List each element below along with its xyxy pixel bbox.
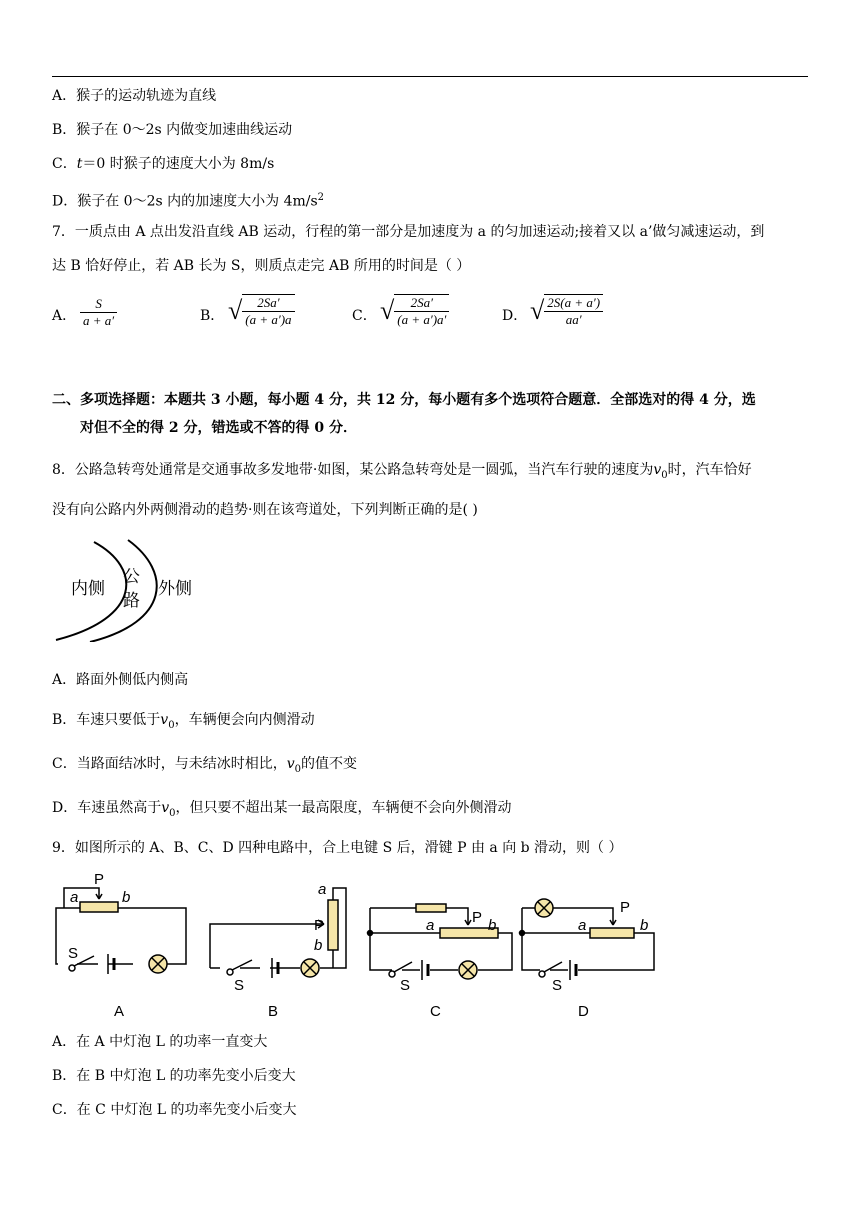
q8-option-d: D．车速虽然高于$v_0$，但只要不超出某一最高限度，车辆便不会向外侧滑动: [52, 800, 512, 819]
label-c-b: b: [488, 917, 497, 934]
q7-option-b-formula: √ $\frac{2Sa'}{(a + a')a}$: [228, 294, 295, 328]
q9-stem: 9．如图所示的 A、B、C、D 四种电路中，合上电键 S 后，滑键 P 由 a 向 b 滑动，则（ ）: [52, 840, 623, 856]
q6-option-a: A．猴子的运动轨迹为直线: [52, 88, 217, 104]
q6-option-b: B．猴子在 0～2s 内做变加速曲线运动: [52, 122, 293, 138]
label-c-s: S: [400, 977, 411, 994]
inner-side-label: 内侧: [71, 579, 105, 598]
junction-c: [368, 931, 373, 936]
label-b-b: b: [314, 937, 323, 954]
label-d-s: S: [552, 977, 563, 994]
circuit-d: [520, 899, 655, 980]
q8-option-a: A．路面外侧低内侧高: [52, 672, 189, 688]
label-c-p: P: [472, 909, 483, 926]
outer-side-label: 外侧: [158, 579, 192, 598]
q8-stem-line2: 没有向公路内外两侧滑动的趋势·则在该弯道处，下列判断正确的是( ): [52, 502, 478, 518]
label-b-p: P: [314, 917, 325, 934]
label-d-b: b: [640, 917, 649, 934]
circuit-b: [210, 888, 346, 978]
q7-stem-line2: 达 B 恰好停止，若 AB 长为 S，则质点走完 AB 所用的时间是（ ）: [52, 258, 471, 274]
rheostat-d: [590, 928, 634, 938]
label-d-p: P: [620, 899, 631, 916]
header-rule: [52, 76, 808, 77]
q9-option-a: A．在 A 中灯泡 L 的功率一直变大: [52, 1034, 268, 1050]
caption-a: A: [114, 1003, 125, 1018]
q7-option-d-label: D．: [502, 308, 528, 324]
q8-road-figure: [52, 538, 212, 642]
q6-option-d: D．猴子在 0～2s 内的加速度大小为 $4m/s^2$: [52, 192, 325, 210]
q9-circuits-figure: [50, 868, 670, 1018]
label-b-s: S: [234, 977, 245, 994]
label-a-a: a: [70, 889, 79, 906]
road-label-bottom: 路: [123, 591, 140, 610]
q7-option-d-formula: √ $\frac{2S(a + a')}{aa'}$: [530, 294, 603, 328]
rheostat-b: [328, 900, 338, 950]
q9-option-c: C．在 C 中灯泡 L 的功率先变小后变大: [52, 1102, 297, 1118]
q8-option-b: B．车速只要低于$v_0$，车辆便会向内侧滑动: [52, 712, 315, 731]
label-a-b: b: [122, 889, 131, 906]
caption-b: B: [268, 1003, 279, 1018]
q7-stem-line1: 7．一质点由 A 点出发沿直线 AB 运动，行程的第一部分是加速度为 a 的匀加速运动;接着又以 a’做匀减速运动，到: [52, 224, 765, 240]
label-d-a: a: [578, 917, 587, 934]
label-a-p: P: [94, 871, 105, 888]
label-a-s: S: [68, 945, 79, 962]
q8-stem-line1: 8．公路急转弯处通常是交通事故多发地带·如图，某公路急转弯处是一圆弧，当汽车行驶的速度为$v_0$时，汽车恰好: [52, 462, 752, 481]
rheostat-a: [80, 902, 118, 912]
label-c-a: a: [426, 917, 435, 934]
circuit-c: [368, 904, 513, 980]
caption-c: C: [430, 1003, 441, 1018]
q8-option-c: C．当路面结冰时，与未结冰时相比，$v_0$的值不变: [52, 756, 358, 775]
junction-d: [520, 931, 525, 936]
label-b-a: a: [318, 881, 327, 898]
q9-option-b: B．在 B 中灯泡 L 的功率先变小后变大: [52, 1068, 296, 1084]
road-label-top: 公: [123, 567, 140, 586]
section2-heading-line1: 二、多项选择题：本题共 3 小题，每小题 4 分，共 12 分，每小题有多个选项符合题意．全部选对的得 4 分，选: [52, 392, 756, 408]
q7-option-a-label: A．: [52, 308, 77, 324]
caption-d: D: [578, 1003, 589, 1018]
q7-option-c-formula: √ $\frac{2Sa'}{(a + a')a'}$: [380, 294, 449, 328]
q7-option-a-formula: $\frac{S}{a + a'}$: [80, 296, 117, 329]
q7-option-c-label: C．: [352, 308, 377, 324]
section2-heading-line2: 对但不全的得 2 分，错选或不答的得 0 分．: [80, 420, 357, 436]
fixed-resistor-c: [416, 904, 446, 912]
q7-option-b-label: B．: [200, 308, 225, 324]
q6-option-c: C．t＝0 时猴子的速度大小为 8m/s: [52, 156, 275, 172]
